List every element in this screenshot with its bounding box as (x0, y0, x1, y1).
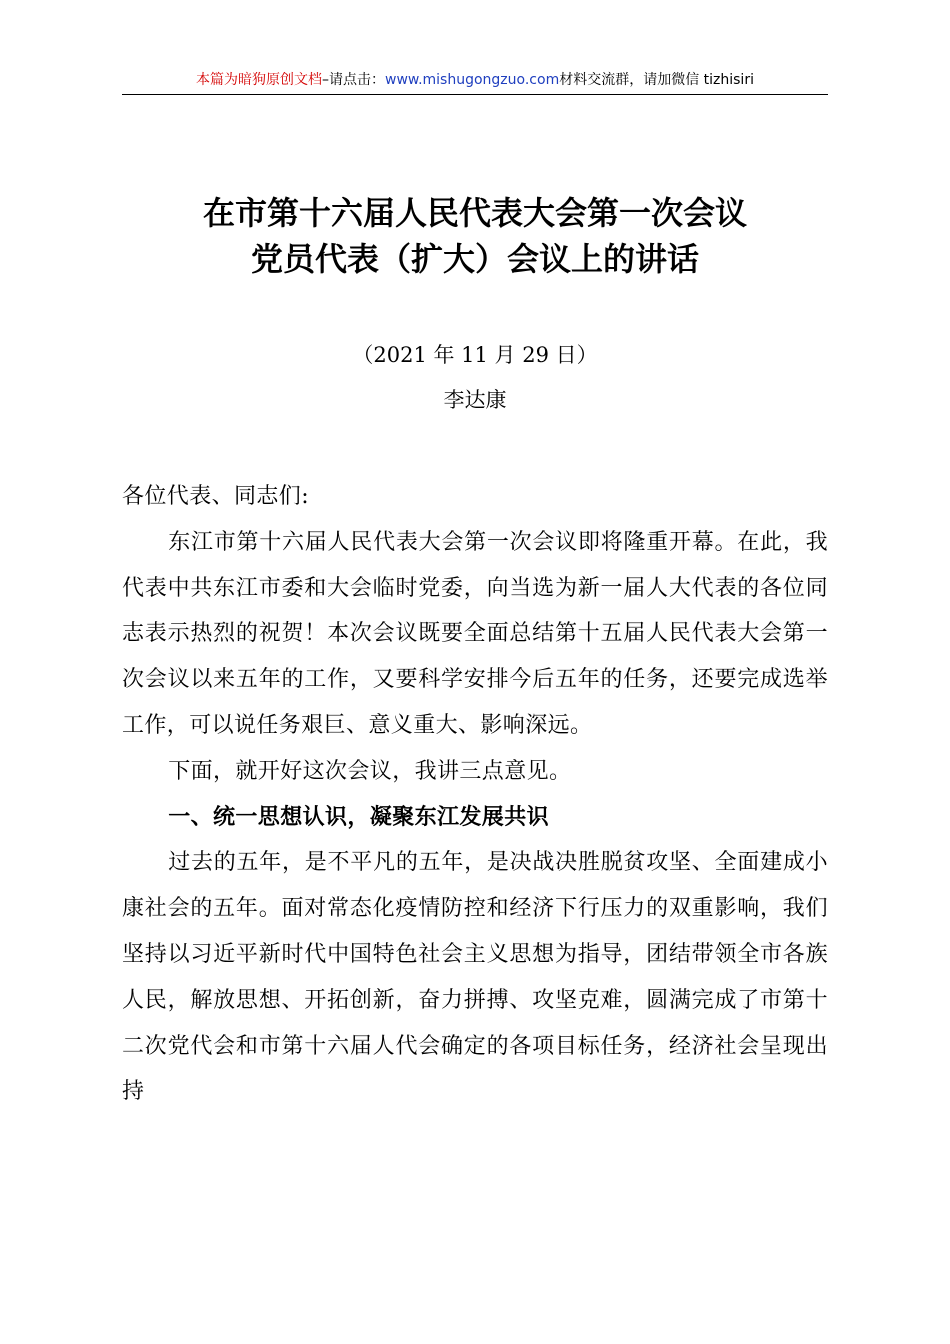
speech-date: （2021 年 11 月 29 日） (352, 343, 598, 367)
document-body (122, 474, 828, 1115)
document-title-line2: 党员代表（扩大）会议上的讲话 (250, 240, 699, 278)
section-heading-1: 一、统一思想认识，凝聚东江发展共识 (168, 804, 549, 830)
speech-author: 李达康 (443, 388, 507, 412)
paragraph-intro: 下面，就开好这次会议，我讲三点意见。 (168, 758, 572, 784)
paragraph-opening: 东江市第十六届人民代表大会第一次会议即将隆重开幕。在此，我代表中共东江市委和大会临时党委，向当选为新一届人大代表的各位同志表示热烈的祝贺！本次会议既要全面总结第十五届人民代表大会第一次会议以来五年的工作，又要科学安排今后五年的任务，还要完成选举工作，可以说任务艰巨、意义重大、影响深远。 (122, 529, 828, 738)
header-click-prompt: –请点击： (322, 72, 386, 88)
header-notice: 本篇为暗狗原创文档 (196, 72, 323, 88)
header-link[interactable]: www.mishugongzuo.com (385, 72, 560, 88)
page-header (122, 70, 828, 95)
document-title-line1: 在市第十六届人民代表大会第一次会议 (202, 194, 747, 232)
paragraph-review: 过去的五年，是不平凡的五年，是决战决胜脱贫攻坚、全面建成小康社会的五年。面对常态化疫情防控和经济下行压力的双重影响，我们坚持以习近平新时代中国特色社会主义思想为指导，团结带领全市各族人民，解放思想、开拓创新，奋力拼搏、攻坚克难，圆满完成了市第十二次党代会和市第十六届人代会确定的各项目标任务，经济社会呈现出持 (122, 850, 828, 1105)
salutation: 各位代表、同志们: (122, 484, 310, 509)
header-contact: 材料交流群，请加微信 tizhisiri (559, 72, 754, 88)
